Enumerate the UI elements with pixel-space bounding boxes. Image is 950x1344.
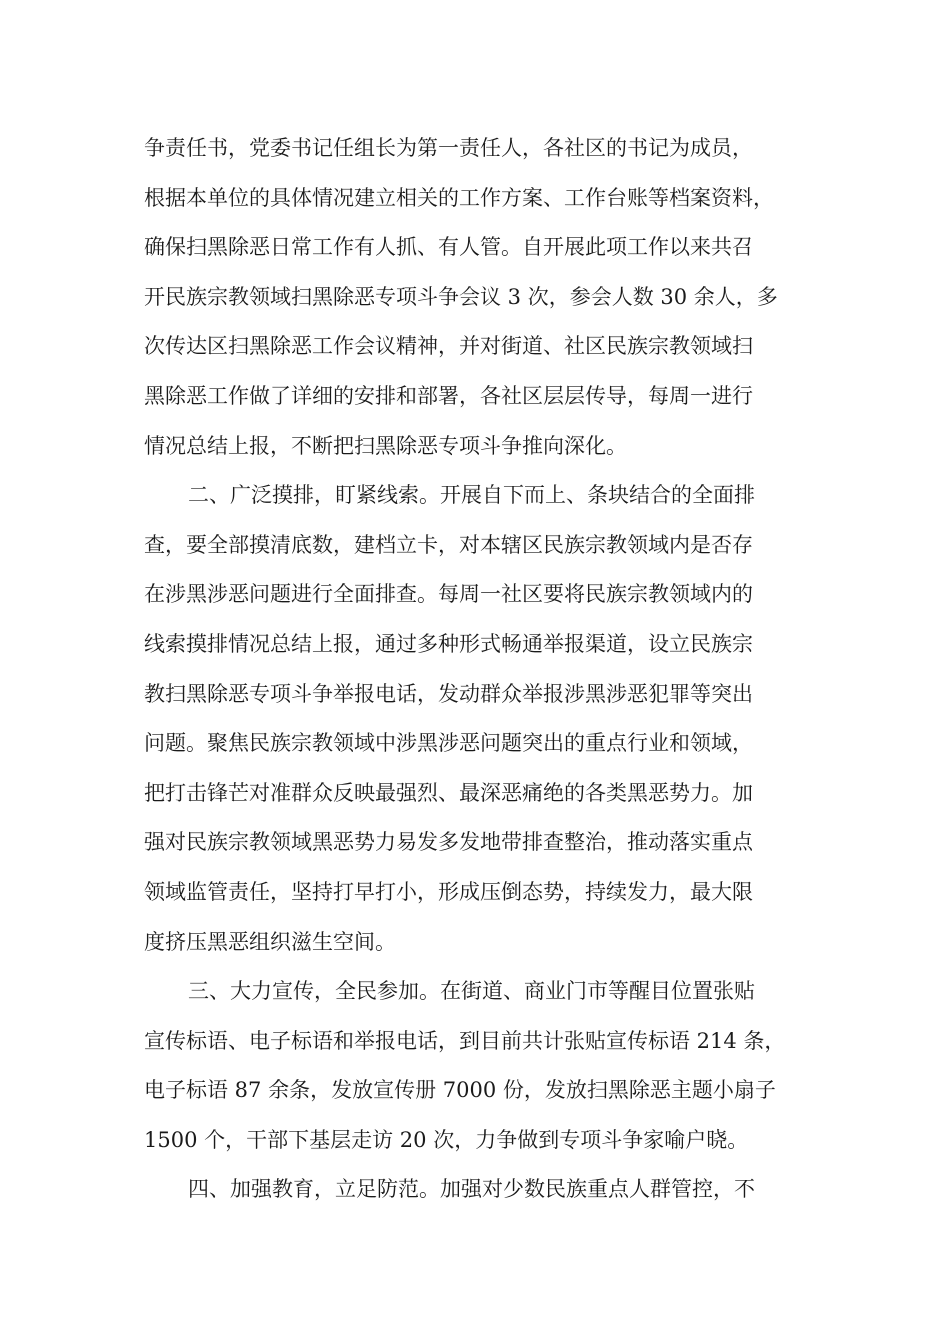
body-text xyxy=(144,128,824,1219)
text-line: 次传达区扫黑除恶工作会议精神，并对街道、社区民族宗教领域扫 xyxy=(144,334,753,359)
text-line: 强对民族宗教领域黑恶势力易发多发地带排查整治，推动落实重点 xyxy=(144,830,753,855)
text-line: 度挤压黑恶组织滋生空间。 xyxy=(144,929,396,954)
text-line: 问题。聚焦民族宗教领域中涉黑涉恶问题突出的重点行业和领域， xyxy=(144,731,753,756)
text-line: 在涉黑涉恶问题进行全面排查。每周一社区要将民族宗教领域内的 xyxy=(144,582,753,607)
text-line: 领域监管责任，坚持打早打小，形成压倒态势，持续发力，最大限 xyxy=(144,879,753,904)
text-line: 开民族宗教领域扫黑除恶专项斗争会议 3 次，参会人数 30 余人，多 xyxy=(144,284,778,309)
text-line: 黑除恶工作做了详细的安排和部署，各社区层层传导，每周一进行 xyxy=(144,383,753,408)
text-line: 查，要全部摸清底数，建档立卡，对本辖区民族宗教领域内是否存 xyxy=(144,532,753,557)
text-line: 把打击锋芒对准群众反映最强烈、最深恶痛绝的各类黑恶势力。加 xyxy=(144,780,753,805)
text-line: 1500 个，干部下基层走访 20 次，力争做到专项斗争家喻户晓。 xyxy=(144,1127,749,1152)
text-line: 确保扫黑除恶日常工作有人抓、有人管。自开展此项工作以来共召 xyxy=(144,235,753,260)
text-line: 宣传标语、电子标语和举报电话，到目前共计张贴宣传标语 214 条， xyxy=(144,1028,786,1053)
text-line: 情况总结上报，不断把扫黑除恶专项斗争推向深化。 xyxy=(144,433,627,458)
paragraph-start-line: 四、加强教育，立足防范。加强对少数民族重点人群管控，不 xyxy=(188,1177,755,1202)
text-line: 根据本单位的具体情况建立相关的工作方案、工作台账等档案资料， xyxy=(144,185,774,210)
paragraph-start-line: 二、广泛摸排，盯紧线索。开展自下而上、条块结合的全面排 xyxy=(188,483,755,508)
paragraph-start-line: 三、大力宣传，全民参加。在街道、商业门市等醒目位置张贴 xyxy=(188,979,755,1004)
text-line: 教扫黑除恶专项斗争举报电话，发动群众举报涉黑涉恶犯罪等突出 xyxy=(144,681,753,706)
text-line: 电子标语 87 余条，发放宣传册 7000 份，发放扫黑除恶主题小扇子 xyxy=(144,1078,776,1103)
text-line: 线索摸排情况总结上报，通过多种形式畅通举报渠道，设立民族宗 xyxy=(144,631,753,656)
text-line: 争责任书，党委书记任组长为第一责任人，各社区的书记为成员， xyxy=(144,136,753,160)
